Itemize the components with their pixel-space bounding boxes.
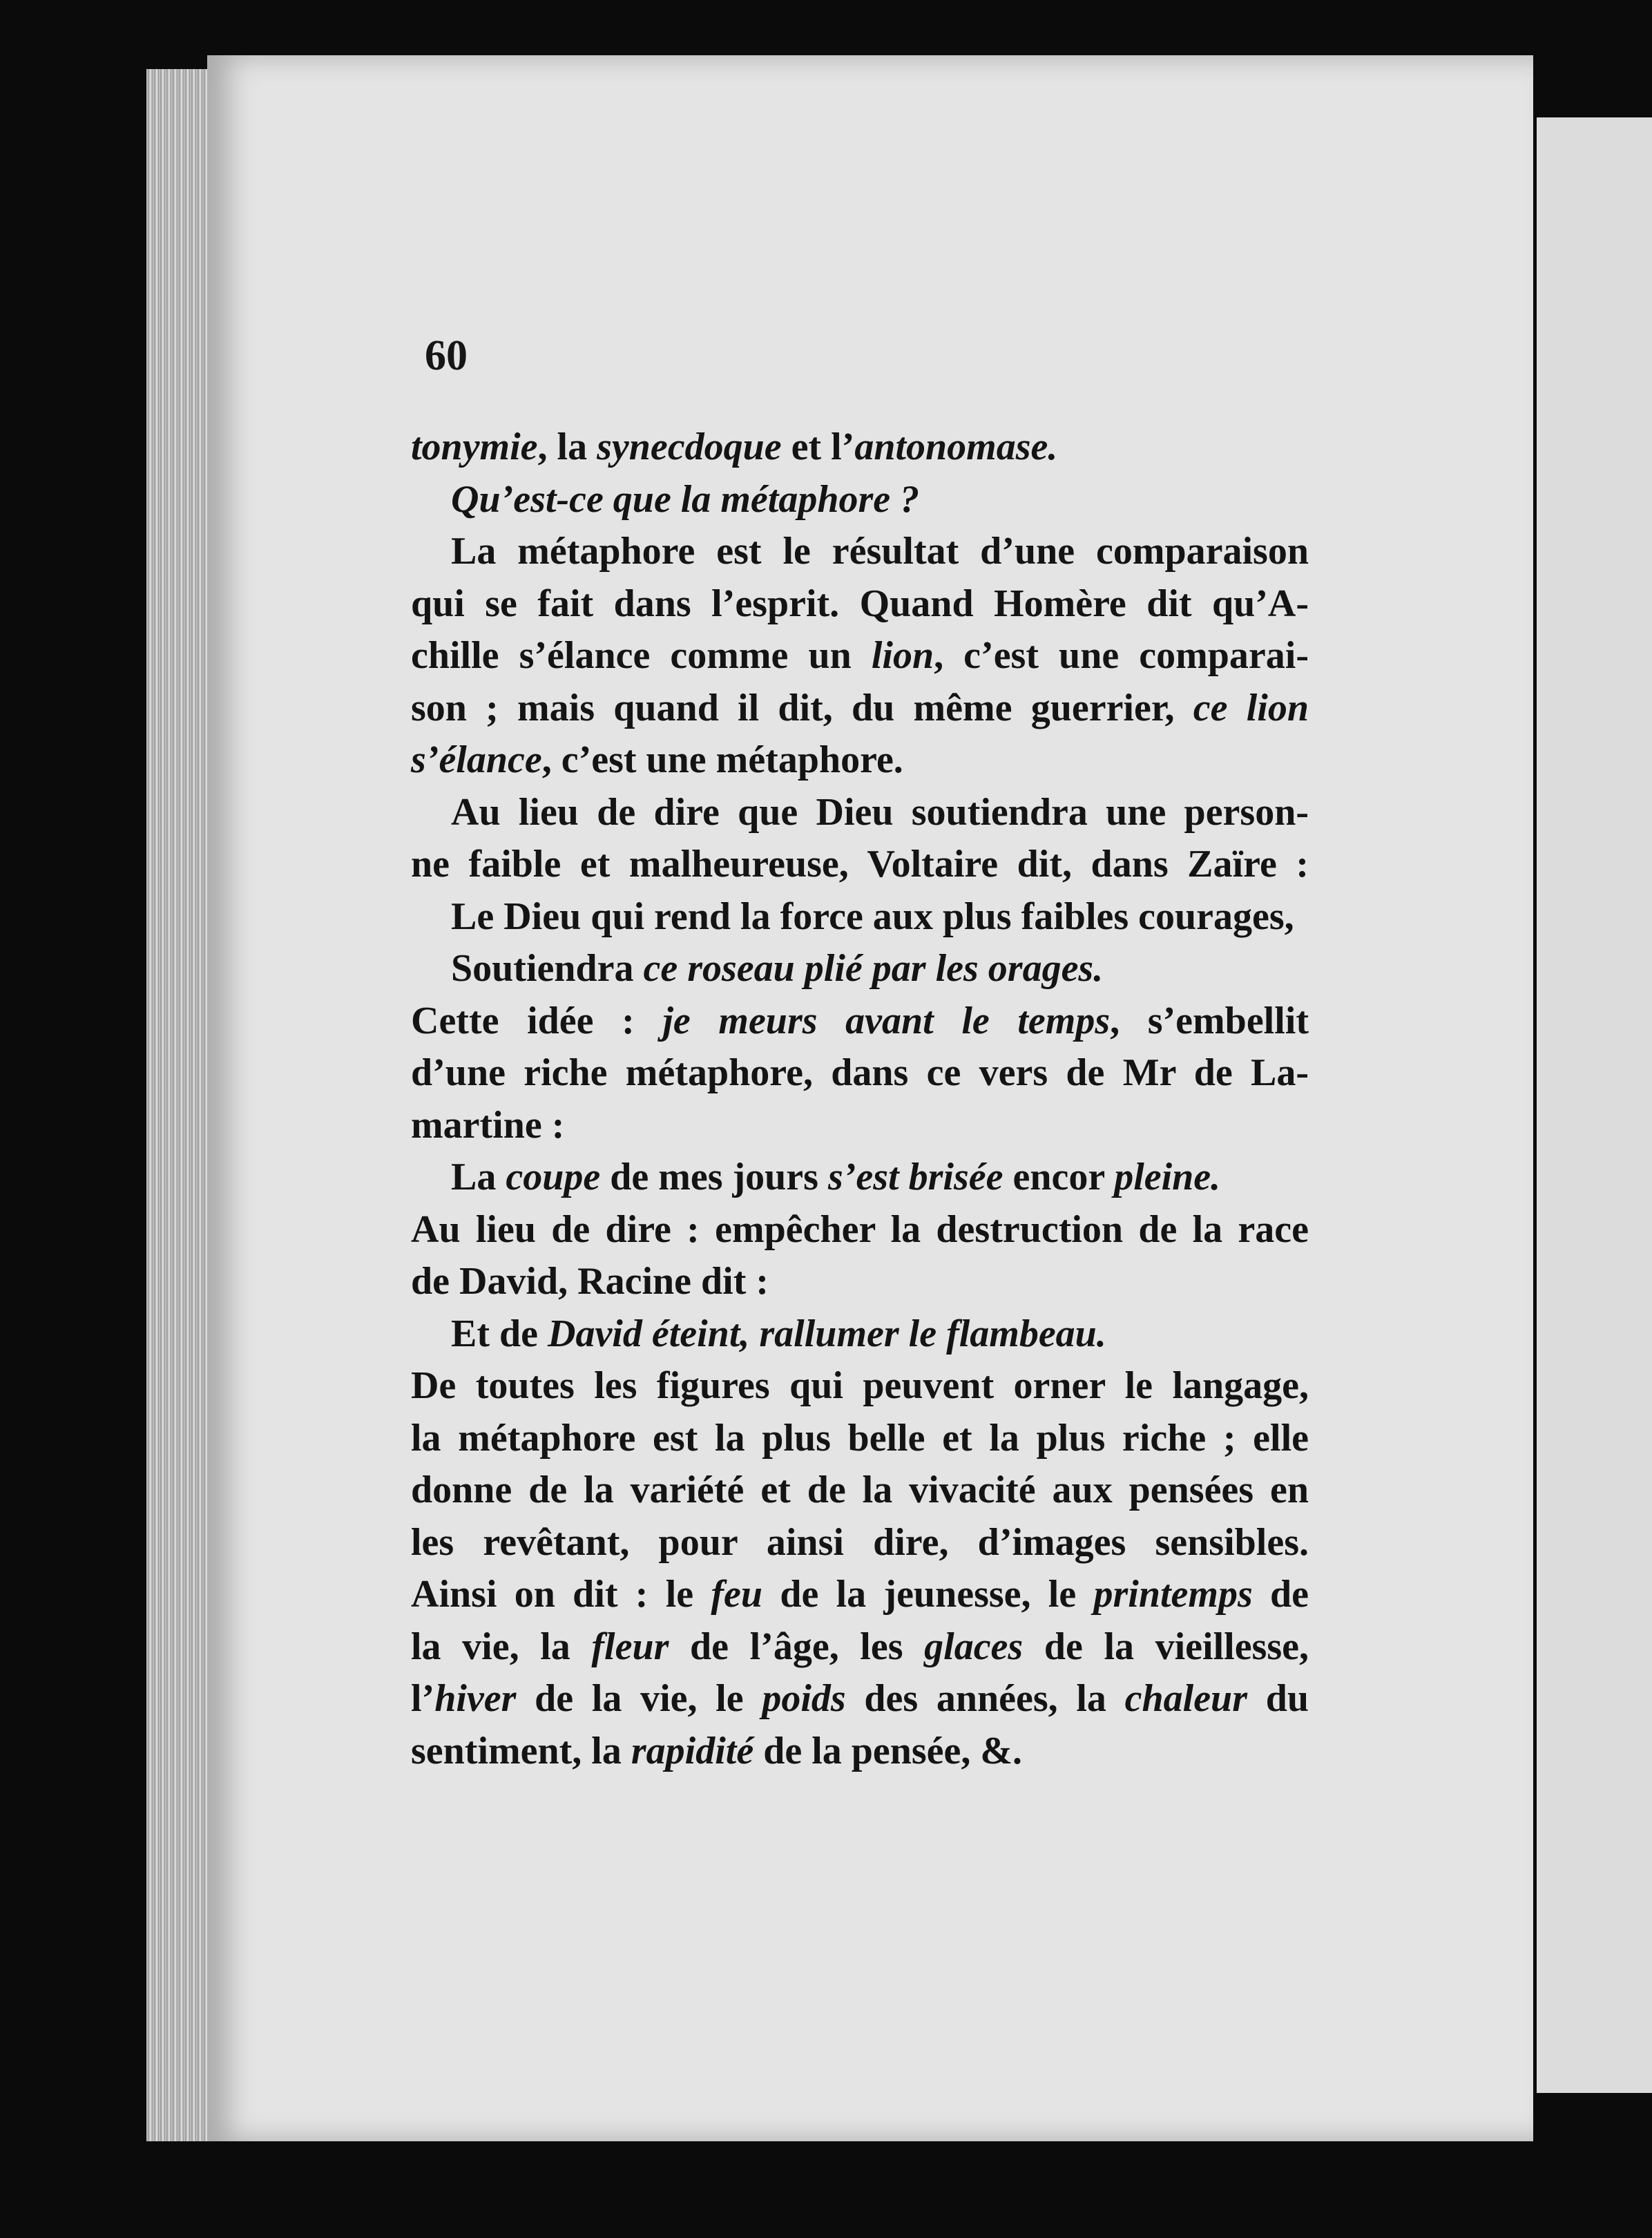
text-line — [411, 526, 1309, 578]
text-run: , c’est une comparai- — [934, 634, 1309, 677]
text-run: La métaphore est le résultat d’une comparaison — [451, 530, 1309, 573]
text-run: Au lieu de dire : empêcher la destruction de la race — [411, 1207, 1309, 1251]
text-run: la vie, la — [411, 1625, 592, 1668]
text-line — [411, 995, 1309, 1048]
text-line — [411, 787, 1309, 839]
text-line — [411, 839, 1309, 891]
italic-text: ce lion — [1193, 686, 1309, 729]
italic-text: hiver — [434, 1677, 517, 1720]
text-line — [411, 943, 1309, 995]
text-line — [411, 734, 1309, 787]
text-line — [411, 891, 1309, 944]
text-line — [411, 1256, 1309, 1308]
text-run: de la pensée, &. — [753, 1729, 1023, 1772]
italic-text: David éteint, rallumer le flambeau. — [548, 1312, 1106, 1355]
text-run: ne faible et malheureuse, Voltaire dit, dans Zaïre : — [411, 843, 1309, 886]
text-run: Soutiendra — [451, 947, 644, 990]
text-run: l’ — [411, 1677, 435, 1720]
text-line — [411, 1047, 1309, 1100]
italic-text: pleine. — [1114, 1156, 1221, 1198]
text-run: de l’âge, les — [669, 1625, 925, 1668]
text-run: de la jeunesse, le — [762, 1573, 1094, 1616]
italic-text: tonymie — [411, 425, 538, 468]
italic-text: poids — [762, 1677, 846, 1720]
text-run: d’une riche métaphore, dans ce vers de Mr de La- — [411, 1051, 1309, 1094]
text-run: de David, Racine dit : — [411, 1260, 769, 1303]
text-run: , c’est une métaphore. — [541, 738, 903, 781]
text-run: de la vieillesse, — [1023, 1625, 1309, 1668]
text-line — [411, 578, 1309, 631]
text-run: donne de la variété et de la vivacité aux pensées en — [411, 1469, 1309, 1511]
text-run: qui se fait dans l’esprit. Quand Homère dit qu’A- — [411, 582, 1309, 625]
text-line — [411, 1464, 1309, 1517]
text-run: son ; mais quand il dit, du même guerrier, — [411, 686, 1193, 729]
page-text — [411, 421, 1309, 1777]
italic-text: Qu’est-ce que la métaphore ? — [451, 477, 920, 521]
italic-text: ce roseau plié par les orages. — [643, 947, 1104, 990]
italic-text: coupe — [506, 1156, 601, 1198]
italic-text: antonomase. — [854, 425, 1058, 468]
text-line — [411, 1413, 1309, 1465]
text-run: les revêtant, pour ainsi dire, d’images sensibles. — [411, 1520, 1309, 1564]
text-run: du — [1247, 1677, 1309, 1720]
text-run: de — [1252, 1573, 1309, 1616]
text-line — [411, 630, 1309, 682]
text-run: de la vie, le — [516, 1677, 762, 1720]
text-run: Cette idée : — [411, 999, 663, 1042]
text-line — [411, 1151, 1309, 1204]
text-run: , la — [537, 425, 597, 468]
text-line — [411, 1673, 1309, 1725]
italic-text: fleur — [591, 1625, 669, 1668]
text-run: de mes jours — [600, 1156, 828, 1198]
text-run: , s’embellit — [1110, 999, 1309, 1042]
italic-text: je meurs avant le temps — [662, 999, 1111, 1042]
italic-text: s’élance — [411, 738, 542, 781]
text-run: Le Dieu qui rend la force aux plus faibles courages, — [451, 895, 1294, 938]
facing-page-edge — [1537, 117, 1652, 2093]
text-run: De toutes les figures qui peuvent orner le langage, — [411, 1364, 1309, 1407]
text-run: Au lieu de dire que Dieu soutiendra une person- — [451, 790, 1309, 834]
text-line — [411, 1100, 1309, 1152]
italic-text: printemps — [1093, 1573, 1253, 1616]
text-line — [411, 474, 1309, 526]
text-run: sentiment, la — [411, 1729, 631, 1772]
text-run: encor — [1003, 1156, 1115, 1198]
text-line — [411, 1360, 1309, 1413]
italic-text: feu — [711, 1573, 763, 1616]
italic-text: chaleur — [1124, 1677, 1247, 1720]
text-run: martine : — [411, 1103, 565, 1147]
text-line — [411, 1569, 1309, 1621]
text-line — [411, 1517, 1309, 1569]
text-line — [411, 1725, 1309, 1778]
page-number: 60 — [425, 332, 468, 379]
text-line — [411, 421, 1309, 474]
italic-text: s’est brisée — [827, 1156, 1003, 1198]
text-line — [411, 1204, 1309, 1256]
text-run: La — [451, 1156, 506, 1198]
italic-text: rapidité — [631, 1729, 754, 1772]
text-line — [411, 1308, 1309, 1361]
italic-text: glaces — [924, 1625, 1024, 1668]
italic-text: lion — [871, 634, 934, 677]
text-run: Et de — [451, 1312, 548, 1355]
text-line — [411, 1621, 1309, 1674]
text-run: des années, la — [845, 1677, 1125, 1720]
text-run: chille s’élance comme un — [411, 634, 872, 677]
text-run: Ainsi on dit : le — [411, 1573, 711, 1616]
text-run: et l’ — [781, 425, 855, 468]
text-run: la métaphore est la plus belle et la plus riche ; elle — [411, 1416, 1309, 1460]
text-line — [411, 682, 1309, 735]
italic-text: synecdoque — [597, 425, 782, 468]
